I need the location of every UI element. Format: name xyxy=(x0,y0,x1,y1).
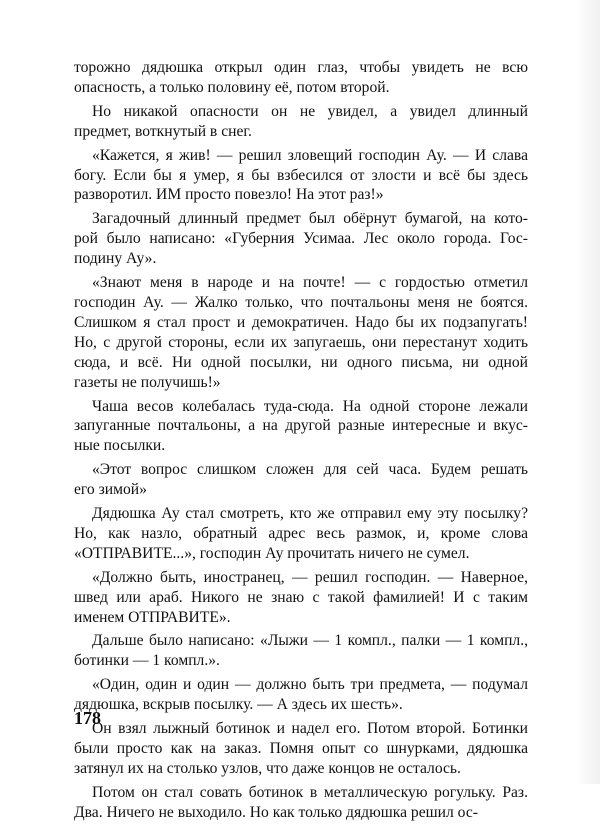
text-line: Потом он стал совать ботинок в металлическую рогульку. Раз. xyxy=(92,783,528,801)
text-line: ные посылки. xyxy=(74,437,166,455)
text-line: торожно дядюшка открыл один глаз, чтобы увидеть не всю xyxy=(74,59,528,76)
text-line: сюда, и всё. Ни одной посылки, ни одного письма, ни одной xyxy=(74,353,528,371)
paragraph xyxy=(74,273,528,392)
text-line: богу. Если бы я умер, я бы взбесился от злости и всё бы здесь xyxy=(74,166,528,184)
text-line: Дальше было написано: «Лыжи — 1 компл., палки — 1 компл., xyxy=(92,632,528,650)
text-line: опасность, а только половину её, потом второй. xyxy=(74,78,390,96)
text-line: его зимой» xyxy=(74,481,147,499)
scan-shadow xyxy=(576,0,600,784)
paragraph xyxy=(74,397,528,457)
text-line: затянул их на столько узлов, что даже концов не осталось. xyxy=(74,759,461,777)
paragraph xyxy=(74,568,528,628)
text-line: Он взял лыжный ботинок и надел его. Потом второй. Ботинки xyxy=(92,720,528,738)
text-line: Чаша весов колебалась туда-сюда. На одной стороне лежали xyxy=(92,397,528,415)
text-line: «Должно быть, иностранец, — решил господин. — Наверное, xyxy=(92,568,528,586)
text-line: Загадочный длинный предмет был обёрнут бумагой, на кото- xyxy=(92,210,528,228)
text-line: предмет, воткнутый в снег. xyxy=(74,122,252,140)
text-line: были просто как на заказ. Помня опыт со шнурками, дядюшка xyxy=(74,740,528,757)
text-line: Слишком я стал прост и демократичен. Надо бы их подзапугать! xyxy=(74,313,528,331)
text-line: Дядюшка Ау стал смотреть, кто же отправил ему эту посылку? xyxy=(92,505,528,523)
text-line: господин Ау. — Жалко только, что почтальоны меня не боятся. xyxy=(74,293,528,311)
text-line: именем ОТПРАВИТЕ». xyxy=(74,608,231,626)
text-line: подину Ау». xyxy=(74,250,157,268)
paragraph xyxy=(74,675,528,715)
text-line: «Знают меня в народе и на почте! — с гордостью отметил xyxy=(92,274,528,292)
paragraph xyxy=(74,719,528,779)
text-line: «Этот вопрос слишком сложен для сей часа. Будем решать xyxy=(92,461,528,479)
paragraph xyxy=(74,631,528,671)
text-line: ботинки — 1 компл.». xyxy=(74,652,220,670)
text-line: дядюшка, вскрыв посылку. — А здесь их шесть». xyxy=(74,696,403,714)
page-text xyxy=(74,58,528,827)
paragraph xyxy=(74,58,528,98)
text-line: «ОТПРАВИТЕ...», господин Ау прочитать ничего не сумел. xyxy=(74,544,470,562)
text-line: Два. Ничего не выходило. Но как только дядюшка решил ос- xyxy=(74,803,478,821)
text-line: газеты не получишь!» xyxy=(74,373,221,391)
text-line: Но, как назло, обратный адрес весь размок, и, кроме слова xyxy=(74,524,528,542)
text-line: Но никакой опасности он не увидел, а увидел длинный xyxy=(92,102,528,120)
paragraph xyxy=(74,460,528,500)
text-line: «Кажется, я жив! — решил зловещий господин Ау. — И слава xyxy=(92,146,528,164)
page-number: 178 xyxy=(74,708,101,728)
paragraph xyxy=(74,209,528,269)
text-line: запуганные почтальоны, а на другой разные интересные и вкус- xyxy=(74,417,528,435)
text-line: рой было написано: «Губерния Усимаа. Лес около города. Гос- xyxy=(74,230,528,248)
paragraph xyxy=(74,146,528,206)
paragraph xyxy=(74,504,528,564)
text-line: швед или араб. Никого не знаю с такой фамилией! И с таким xyxy=(74,588,528,606)
paragraph xyxy=(74,783,528,823)
paragraph xyxy=(74,102,528,142)
text-line: «Один, один и один — должно быть три предмета, — подумал xyxy=(92,676,528,694)
text-line: Но, с другой стороны, если их запугаешь, они перестанут ходить xyxy=(74,333,528,351)
text-line: разворотил. ИМ просто повезло! На этот раз!» xyxy=(74,186,384,204)
